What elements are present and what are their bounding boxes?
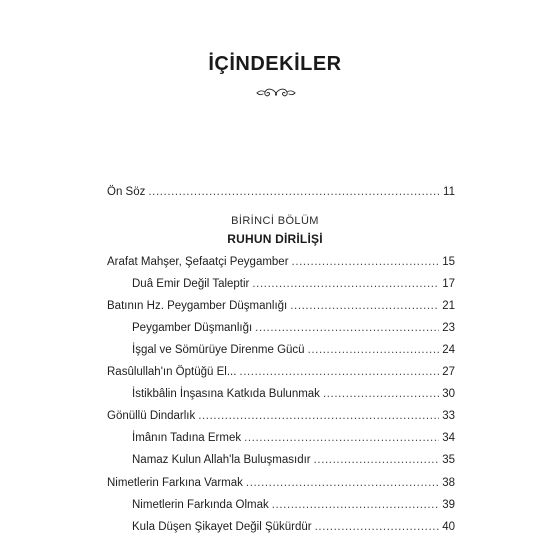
toc-entry-page: 15 xyxy=(442,256,455,268)
toc-entry-label: Nimetlerin Farkında Olmak xyxy=(132,498,269,511)
toc-entry-label: Duâ Emir Değil Taleptir xyxy=(132,278,250,291)
dot-leader xyxy=(323,387,439,401)
toc-entry-label: İşgal ve Sömürüye Direnme Gücü xyxy=(132,344,305,357)
toc-entry-page: 21 xyxy=(442,300,455,313)
toc-entry xyxy=(132,431,455,445)
toc-entry xyxy=(132,343,455,357)
dot-leader xyxy=(308,343,440,357)
toc-entry xyxy=(132,277,455,291)
toc-entry-page: 34 xyxy=(442,432,455,445)
dot-leader xyxy=(292,255,440,269)
toc-entry-label: Arafat Mahşer, Şefaatçi Peygamber xyxy=(107,256,289,268)
toc-entry-preface xyxy=(107,185,455,199)
toc-entry xyxy=(132,387,455,401)
toc-entry-label: Namaz Kulun Allah'la Buluşmasıdır xyxy=(132,454,311,467)
dot-leader xyxy=(252,277,439,291)
toc-entry-page: 11 xyxy=(443,186,455,198)
toc-entry-page: 33 xyxy=(442,410,455,423)
toc-entry xyxy=(132,321,455,335)
toc-entry-page: 38 xyxy=(442,476,455,489)
dot-leader xyxy=(255,321,439,335)
toc-entry-page: 23 xyxy=(442,322,455,335)
dot-leader xyxy=(244,431,439,445)
dot-leader xyxy=(315,520,440,534)
toc-entry xyxy=(107,299,455,313)
toc-entry xyxy=(107,476,455,490)
toc-entry-label: Kula Düşen Şikayet Değil Şükürdür xyxy=(132,520,312,533)
toc-entry-label: Nimetlerin Farkına Varmak xyxy=(107,476,243,489)
toc-entry-label: İstikbâlin İnşasına Katkıda Bulunmak xyxy=(132,388,320,401)
toc-entry-page: 39 xyxy=(442,498,455,511)
toc-entry-page: 27 xyxy=(442,366,455,379)
toc-entry-page: 30 xyxy=(442,388,455,401)
toc-entry-label: Peygamber Düşmanlığı xyxy=(132,322,253,335)
toc-entry-page: 40 xyxy=(442,520,455,533)
toc-entry xyxy=(132,498,455,512)
dot-leader xyxy=(148,185,440,199)
toc-entry-label: Gönüllü Dindarlık xyxy=(107,410,196,423)
toc-entry-page: 35 xyxy=(442,454,455,467)
page-title: İÇİNDEKİLER xyxy=(208,53,342,75)
dot-leader xyxy=(239,365,439,379)
toc-entry xyxy=(107,255,455,269)
toc-entry-page: 17 xyxy=(442,278,455,291)
dot-leader xyxy=(290,299,439,313)
toc-entry-label: Batının Hz. Peygamber Düşmanlığı xyxy=(107,300,288,313)
section-label: BİRİNCİ BÖLÜM xyxy=(231,215,319,227)
toc-entry xyxy=(132,520,455,534)
toc-entry-label: Rasûlullah'ın Öptüğü El... xyxy=(107,366,237,379)
toc-entry-label: İmânın Tadına Ermek xyxy=(132,432,242,445)
toc-entry-page: 24 xyxy=(442,344,455,357)
toc-entry xyxy=(132,453,455,467)
dot-leader xyxy=(314,453,440,467)
toc-entry xyxy=(107,365,455,379)
toc-entry xyxy=(107,409,455,423)
dot-leader xyxy=(198,409,439,423)
section-title: RUHUN DİRİLİŞİ xyxy=(227,232,323,246)
dot-leader xyxy=(246,476,439,490)
toc-entry-label: Ön Söz xyxy=(107,186,146,198)
dot-leader xyxy=(272,498,439,512)
